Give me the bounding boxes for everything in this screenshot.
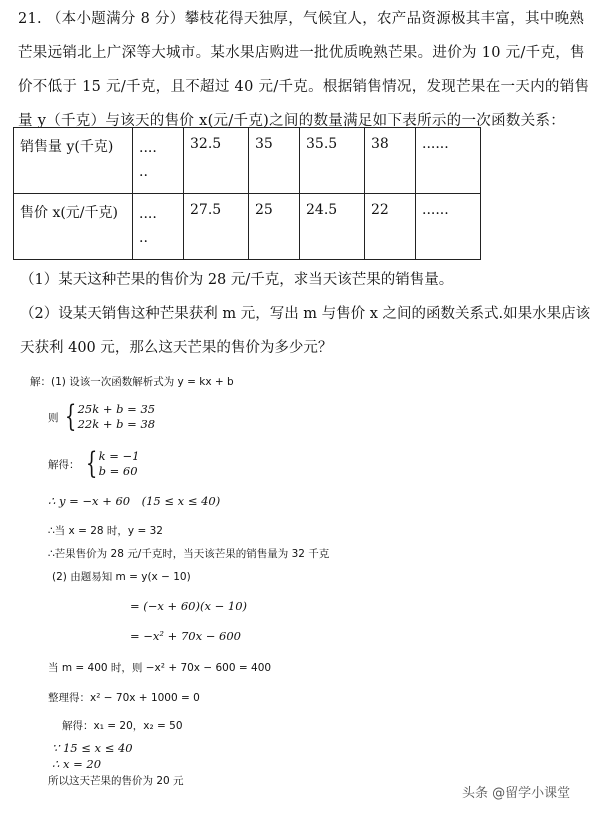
table-row (14, 128, 481, 194)
row-label: 销售量 y(千克) (14, 128, 133, 194)
table-cell: 27.5 (184, 194, 249, 260)
table-cell: 25 (249, 194, 300, 260)
solution-step-1: 解：(1) 设该一次函数解析式为 y = kx + b (30, 376, 234, 388)
solution-step-14: ∴ x = 20 (52, 757, 102, 771)
left-brace-icon: { (64, 399, 76, 434)
solution-step-6: ∴芒果售价为 28 元/千克时，当天该芒果的销售量为 32 千克 (48, 548, 330, 560)
table-cell: 35.5 (300, 128, 365, 194)
table-cell: 24.5 (300, 194, 365, 260)
solution-step-13: ∵ 15 ≤ x ≤ 40 (52, 741, 133, 755)
brace-lines (78, 402, 156, 432)
row-label: 售价 x(元/千克) (14, 194, 133, 260)
question-2-line-1: （2）设某天销售这种芒果获利 m 元，写出 m 与售价 x 之间的函数关系式.如果水果店该 (20, 306, 591, 322)
brace-lines (99, 449, 140, 479)
ellipsis-b: .. (139, 230, 148, 246)
solution-step-5: ∴当 x = 28 时，y = 32 (48, 525, 163, 537)
table-cell: 35 (249, 128, 300, 194)
table-cell: 22 (365, 194, 416, 260)
solution-step-11: 整理得：x² − 70x + 1000 = 0 (48, 692, 200, 704)
solution-step-9: = −x² + 70x − 600 (130, 629, 241, 643)
system-prefix: 解得： (48, 458, 80, 471)
ellipsis-a: .... (139, 206, 157, 222)
equation: k = −1 (98, 449, 140, 463)
problem-line-1: 21. （本小题满分 8 分）攀枝花得天独厚，气候宜人，农产品资源极其丰富，其中晚熟 (18, 11, 585, 27)
solution-step-15: 所以这天芒果的售价为 20 元 (48, 775, 184, 787)
ellipsis-a: .... (139, 140, 157, 156)
problem-statement (18, 4, 598, 140)
problem-line-3: 价不低于 15 元/千克，且不超过 40 元/千克。根据销售情况，发现芒果在一天内的销售 (18, 79, 590, 95)
data-table (13, 127, 481, 260)
table-cell: 32.5 (184, 128, 249, 194)
equation: b = 60 (98, 464, 138, 478)
ellipsis-b: .. (139, 164, 148, 180)
solution-step-7: (2) 由题易知 m = y(x − 10) (52, 571, 191, 583)
watermark: 头条 @留学小课堂 (462, 786, 571, 801)
problem-line-2: 芒果远销北上广深等大城市。某水果店购进一批优质晚熟芒果。进价为 10 元/千克，售 (18, 45, 585, 61)
question-2-line-2: 天获利 400 元，那么这天芒果的售价为多少元？ (20, 340, 333, 356)
ellipsis-cell (133, 194, 184, 260)
ellipsis-tail: ...... (416, 128, 481, 194)
problem-line-4: 量 y（千克）与该天的售价 x(元/千克)之间的数量满足如下表所示的一次函数关系： (18, 113, 566, 129)
solution-step-8: = (−x + 60)(x − 10) (130, 599, 248, 613)
system-equations-1 (48, 399, 156, 434)
left-brace-icon: { (85, 446, 97, 481)
system-equations-2 (48, 446, 140, 481)
solution-step-12: 解得：x₁ = 20，x₂ = 50 (62, 720, 183, 732)
solution-step-10: 当 m = 400 时，则 −x² + 70x − 600 = 400 (48, 662, 272, 674)
ellipsis-tail: ...... (416, 194, 481, 260)
equation: 22k + b = 38 (77, 417, 156, 431)
system-prefix: 则 (48, 411, 59, 424)
ellipsis-cell (133, 128, 184, 194)
equation: 25k + b = 35 (77, 402, 156, 416)
table-cell: 38 (365, 128, 416, 194)
question-1: （1）某天这种芒果的售价为 28 元/千克，求当天该芒果的销售量。 (20, 272, 454, 288)
table-row (14, 194, 481, 260)
solution-step-4: ∴ y = −x + 60 (15 ≤ x ≤ 40) (48, 494, 221, 508)
